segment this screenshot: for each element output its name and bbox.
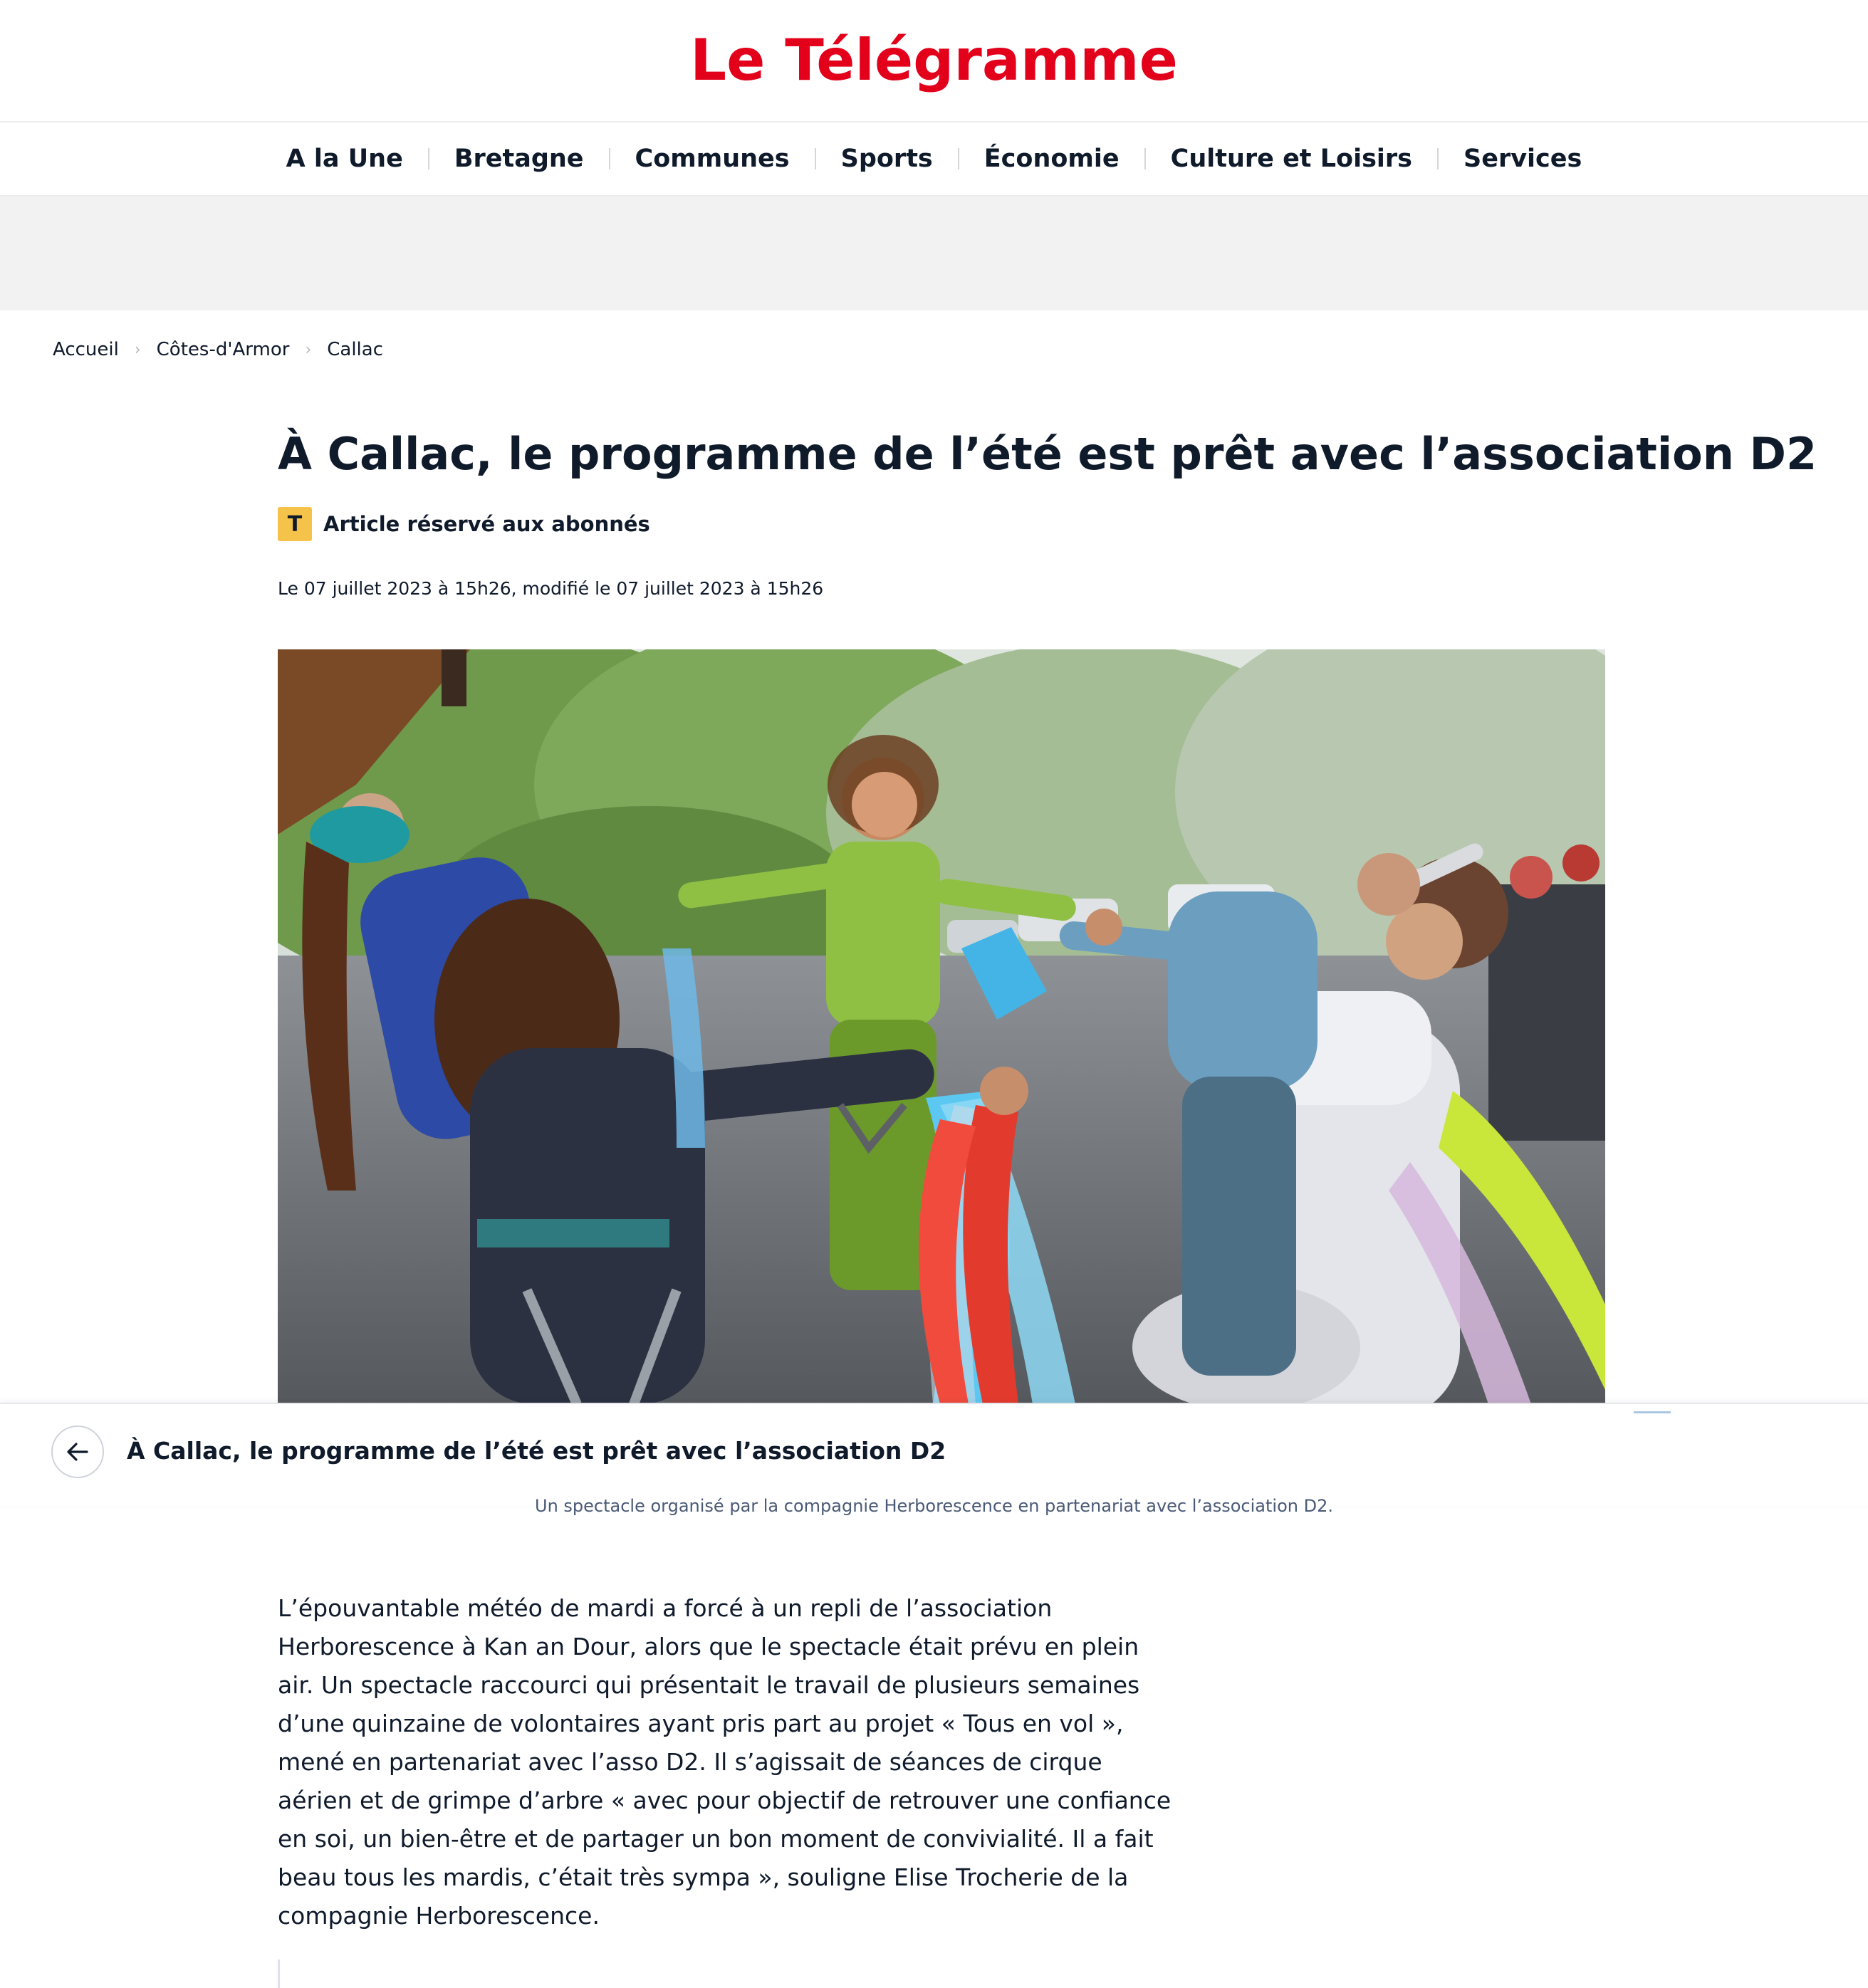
breadcrumb-cotes-d-armor[interactable]: Côtes-d'Armor — [156, 339, 290, 360]
sticky-article-bar — [0, 1403, 1868, 1506]
article-dateline: Le 07 juillet 2023 à 15h26, modifié le 07 juillet 2023 à 15h26 — [278, 578, 824, 599]
back-button[interactable] — [51, 1425, 104, 1478]
nav-item-culture-et-loisirs[interactable]: Culture et Loisirs — [1170, 145, 1412, 173]
article-photo-illustration — [278, 649, 1605, 1404]
nav-item-communes[interactable]: Communes — [635, 145, 790, 173]
article-body-paragraph: L’épouvantable météo de mardi a forcé à un repli de l’association Herborescence à Kan an Dour, alors que le spectacle était prévu en plein air. Un spectacle raccourci qui présentait le travail de plusieurs semaines d’une quinzaine de volontaires ayant pris part au projet « Tous en vol », mené en partenariat avec l’asso D2. Il s’agissait de séances de cirque aérien et de grimpe d’arbre « avec pour objectif de retrouver une confiance en soi, un bien-être et de partager un bon moment de convivialité. Il a fait beau tous les mardis, c’était très sympa », souligne Elise Trocherie de la compagnie Herborescence. — [278, 1594, 1172, 1930]
nav-item-services[interactable]: Services — [1463, 145, 1582, 173]
arrow-left-icon — [66, 1440, 90, 1464]
site-logo[interactable]: Le Télégramme — [690, 27, 1178, 93]
breadcrumb-callac[interactable]: Callac — [327, 339, 384, 360]
premium-badge-icon: T — [278, 507, 312, 541]
photo-caption: Un spectacle organisé par la compagnie Herborescence en partenariat avec l’association D2. — [535, 1496, 1333, 1516]
sticky-article-title: À Callac, le programme de l’été est prêt avec l’association D2 — [127, 1437, 946, 1465]
progress-indicator — [1634, 1411, 1671, 1413]
ad-banner-slot — [0, 197, 1868, 310]
nav-item-bretagne[interactable]: Bretagne — [454, 145, 584, 173]
site-header — [0, 0, 1868, 122]
article-title: À Callac, le programme de l’été est prêt avec l’association D2 — [278, 428, 1817, 480]
nav-item-sports[interactable]: Sports — [840, 145, 933, 173]
quote-divider — [278, 1960, 280, 1988]
chevron-right-icon: › — [134, 340, 141, 359]
breadcrumb — [53, 339, 383, 360]
premium-tag — [278, 507, 650, 541]
main-nav — [0, 122, 1868, 197]
breadcrumb-accueil[interactable]: Accueil — [53, 339, 119, 360]
premium-label: Article réservé aux abonnés — [323, 512, 650, 536]
nav-item-economie[interactable]: Économie — [983, 145, 1120, 173]
nav-item-a-la-une[interactable]: A la Une — [286, 145, 403, 173]
article-photo[interactable] — [278, 649, 1605, 1404]
chevron-right-icon: › — [305, 340, 312, 359]
